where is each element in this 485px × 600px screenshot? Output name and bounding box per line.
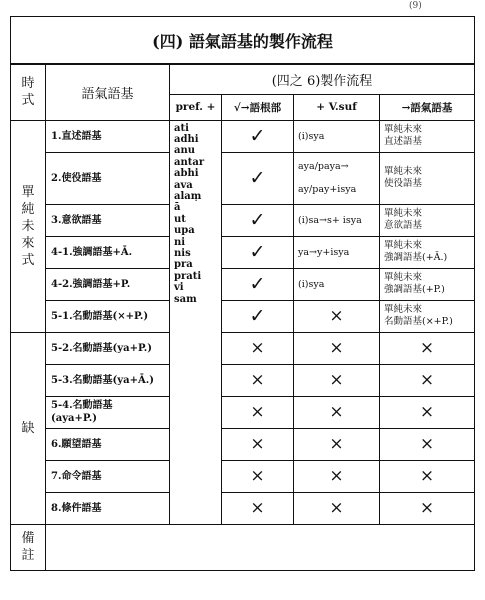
vsuf-header: + V.suf (294, 94, 380, 120)
prefix-item: ava (174, 179, 193, 191)
cross-icon: × (222, 460, 294, 492)
basis-1: 1.直述語基 (46, 120, 170, 152)
prefix-item: adhi (174, 133, 199, 145)
prefix-item: prati (174, 270, 202, 282)
prefix-item: ut (174, 213, 186, 225)
vsuf-1: (i)sya (294, 120, 380, 152)
mood-basis-header: 語氣語基 (46, 64, 170, 120)
cross-icon: × (294, 460, 380, 492)
prefix-list (170, 120, 222, 524)
cross-icon: × (380, 364, 475, 396)
check-icon: ✓ (222, 236, 294, 268)
group-missing: 缺 (11, 332, 46, 524)
basis-5-4: 5-4.名動語基 (aya+P.) (46, 396, 170, 428)
prefix-item: alaṃ (174, 190, 202, 202)
basis-5-1: 5-1.名動語基(×+P.) (46, 300, 170, 332)
check-icon: ✓ (222, 300, 294, 332)
basis-5-3: 5-3.名動語基(ya+Ā.) (46, 364, 170, 396)
cross-icon: × (222, 428, 294, 460)
result-4-1: 單純未來 強調語基(+Ā.) (380, 236, 475, 268)
cross-icon: × (380, 396, 475, 428)
vsuf-4-2: (i)sya (294, 268, 380, 300)
basis-4-2: 4-2.強調語基+P. (46, 268, 170, 300)
check-icon: ✓ (222, 268, 294, 300)
prefix-item: upa (174, 225, 195, 237)
tense-header: 時 式 (11, 64, 46, 120)
basis-4-1: 4-1.強調語基+Ā. (46, 236, 170, 268)
result-3: 單純未來 意欲語基 (380, 204, 475, 236)
pref-header: pref. + (170, 94, 222, 120)
basis-6: 6.願望語基 (46, 428, 170, 460)
flow-title-header: (四之 6)製作流程 (170, 64, 475, 94)
cross-icon: × (294, 396, 380, 428)
cross-icon: × (380, 492, 475, 524)
prefix-item: ā (174, 202, 181, 214)
prefix-item: antar (174, 156, 205, 168)
basis-8: 8.條件語基 (46, 492, 170, 524)
basis-2: 2.使役語基 (46, 152, 170, 204)
prefix-item: abhi (174, 168, 199, 180)
cross-icon: × (380, 428, 475, 460)
prefix-item: nis (174, 247, 191, 259)
cross-icon: × (380, 332, 475, 364)
result-4-2: 單純未來 強調語基(+P.) (380, 268, 475, 300)
page-number: (9) (409, 1, 422, 11)
basis-3: 3.意欲語基 (46, 204, 170, 236)
basis-5-2: 5-2.名動語基(ya+P.) (46, 332, 170, 364)
vsuf-4-1: ya→y+isya (294, 236, 380, 268)
vsuf-3: (i)sa→s+ isya (294, 204, 380, 236)
cross-icon: × (222, 492, 294, 524)
result-1: 單純未來 直述語基 (380, 120, 475, 152)
cross-icon: × (222, 364, 294, 396)
result-5-1: 單純未來 名動語基(×+P.) (380, 300, 475, 332)
cross-icon: × (294, 332, 380, 364)
prefix-item: pra (174, 259, 193, 271)
prefix-item: sam (174, 293, 197, 305)
cross-icon: × (222, 396, 294, 428)
prefix-item: anu (174, 145, 196, 157)
root-header: √→語根部 (222, 94, 294, 120)
prefix-item: vi (174, 282, 184, 294)
prefix-item: ni (174, 236, 186, 248)
cross-icon: × (294, 428, 380, 460)
result-2: 單純未來 使役語基 (380, 152, 475, 204)
page-title: (四) 語氣語基的製作流程 (11, 17, 475, 65)
remarks-label: 備 註 (11, 524, 46, 570)
cross-icon: × (380, 460, 475, 492)
cross-icon: × (294, 364, 380, 396)
check-icon: ✓ (222, 152, 294, 204)
cross-icon: × (294, 492, 380, 524)
flow-table (10, 16, 475, 571)
cross-icon: × (294, 300, 380, 332)
remarks-content (46, 524, 475, 570)
cross-icon: × (222, 332, 294, 364)
result-header: →語氣語基 (380, 94, 475, 120)
prefix-item: ati (174, 122, 189, 134)
vsuf-2: aya/paya→ ay/pay+isya (294, 152, 380, 204)
basis-7: 7.命令語基 (46, 460, 170, 492)
check-icon: ✓ (222, 120, 294, 152)
check-icon: ✓ (222, 204, 294, 236)
group-future: 單 純 未 來 式 (11, 120, 46, 332)
